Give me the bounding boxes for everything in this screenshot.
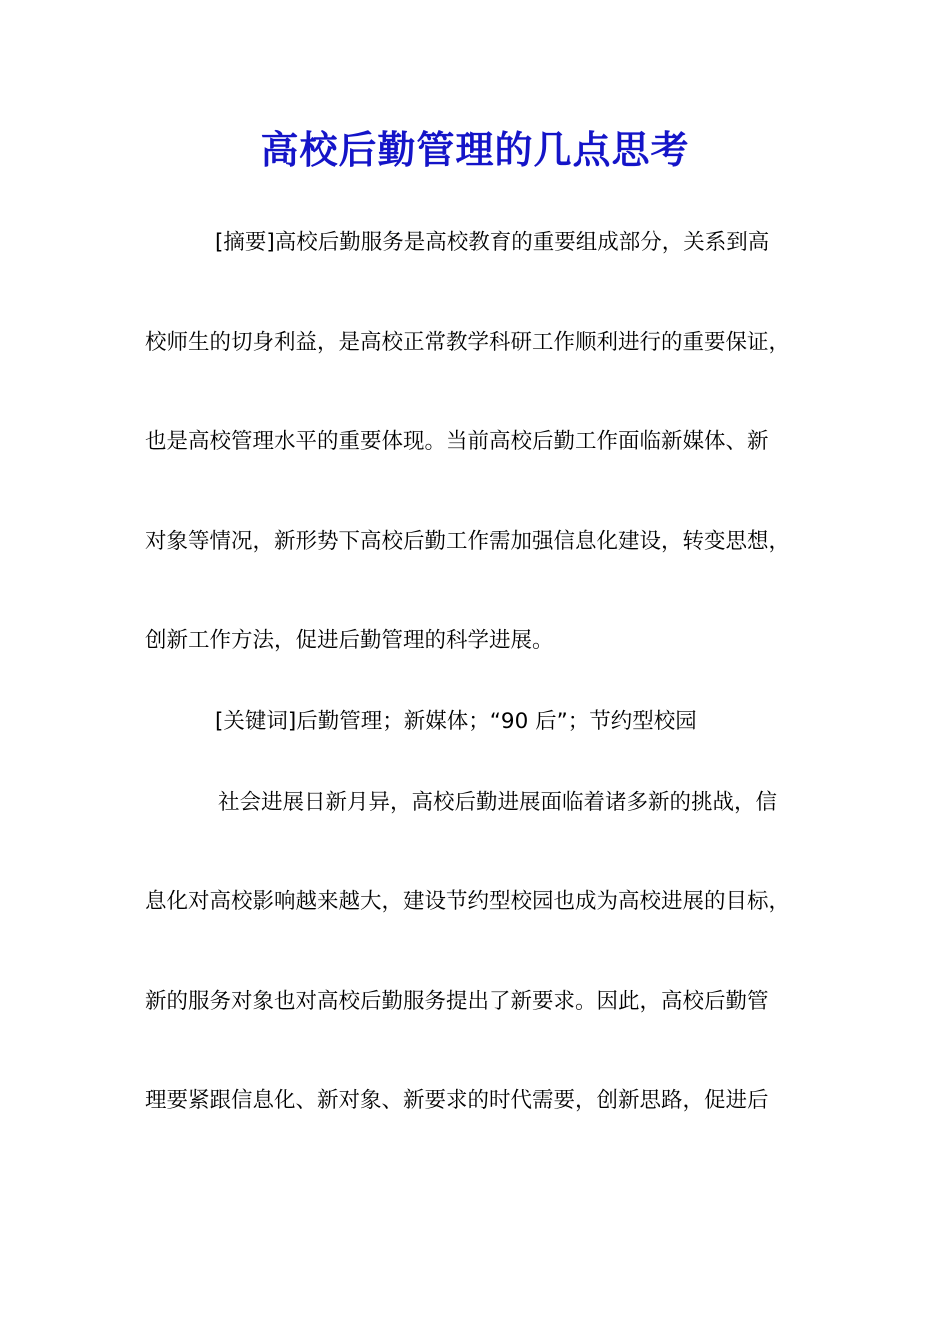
body-line-2: 息化对高校影响越来越大，建设节约型校园也成为高校进展的目标，: [145, 889, 791, 914]
body-line-4: 理要紧跟信息化、新对象、新要求的时代需要，创新思路，促进后: [145, 1088, 769, 1113]
abstract-line-3: 也是高校管理水平的重要体现。当前高校后勤工作面临新媒体、新: [145, 429, 769, 454]
document-title: 高校后勤管理的几点思考: [260, 127, 690, 172]
abstract-line-2: 校师生的切身利益，是高校正常教学科研工作顺利进行的重要保证，: [145, 330, 791, 355]
abstract-line-4: 对象等情况，新形势下高校后勤工作需加强信息化建设，转变思想，: [145, 529, 791, 554]
body-line-1: 社会进展日新月异，高校后勤进展面临着诸多新的挑战，信: [218, 790, 778, 815]
abstract-line-1: [摘要]高校后勤服务是高校教育的重要组成部分，关系到高: [215, 230, 770, 255]
abstract-line-5: 创新工作方法，促进后勤管理的科学进展。: [145, 628, 554, 653]
keywords-line: [关键词]后勤管理；新媒体；“90 后”；节约型校园: [215, 709, 697, 734]
body-line-3: 新的服务对象也对高校后勤服务提出了新要求。因此，高校后勤管: [145, 989, 769, 1014]
